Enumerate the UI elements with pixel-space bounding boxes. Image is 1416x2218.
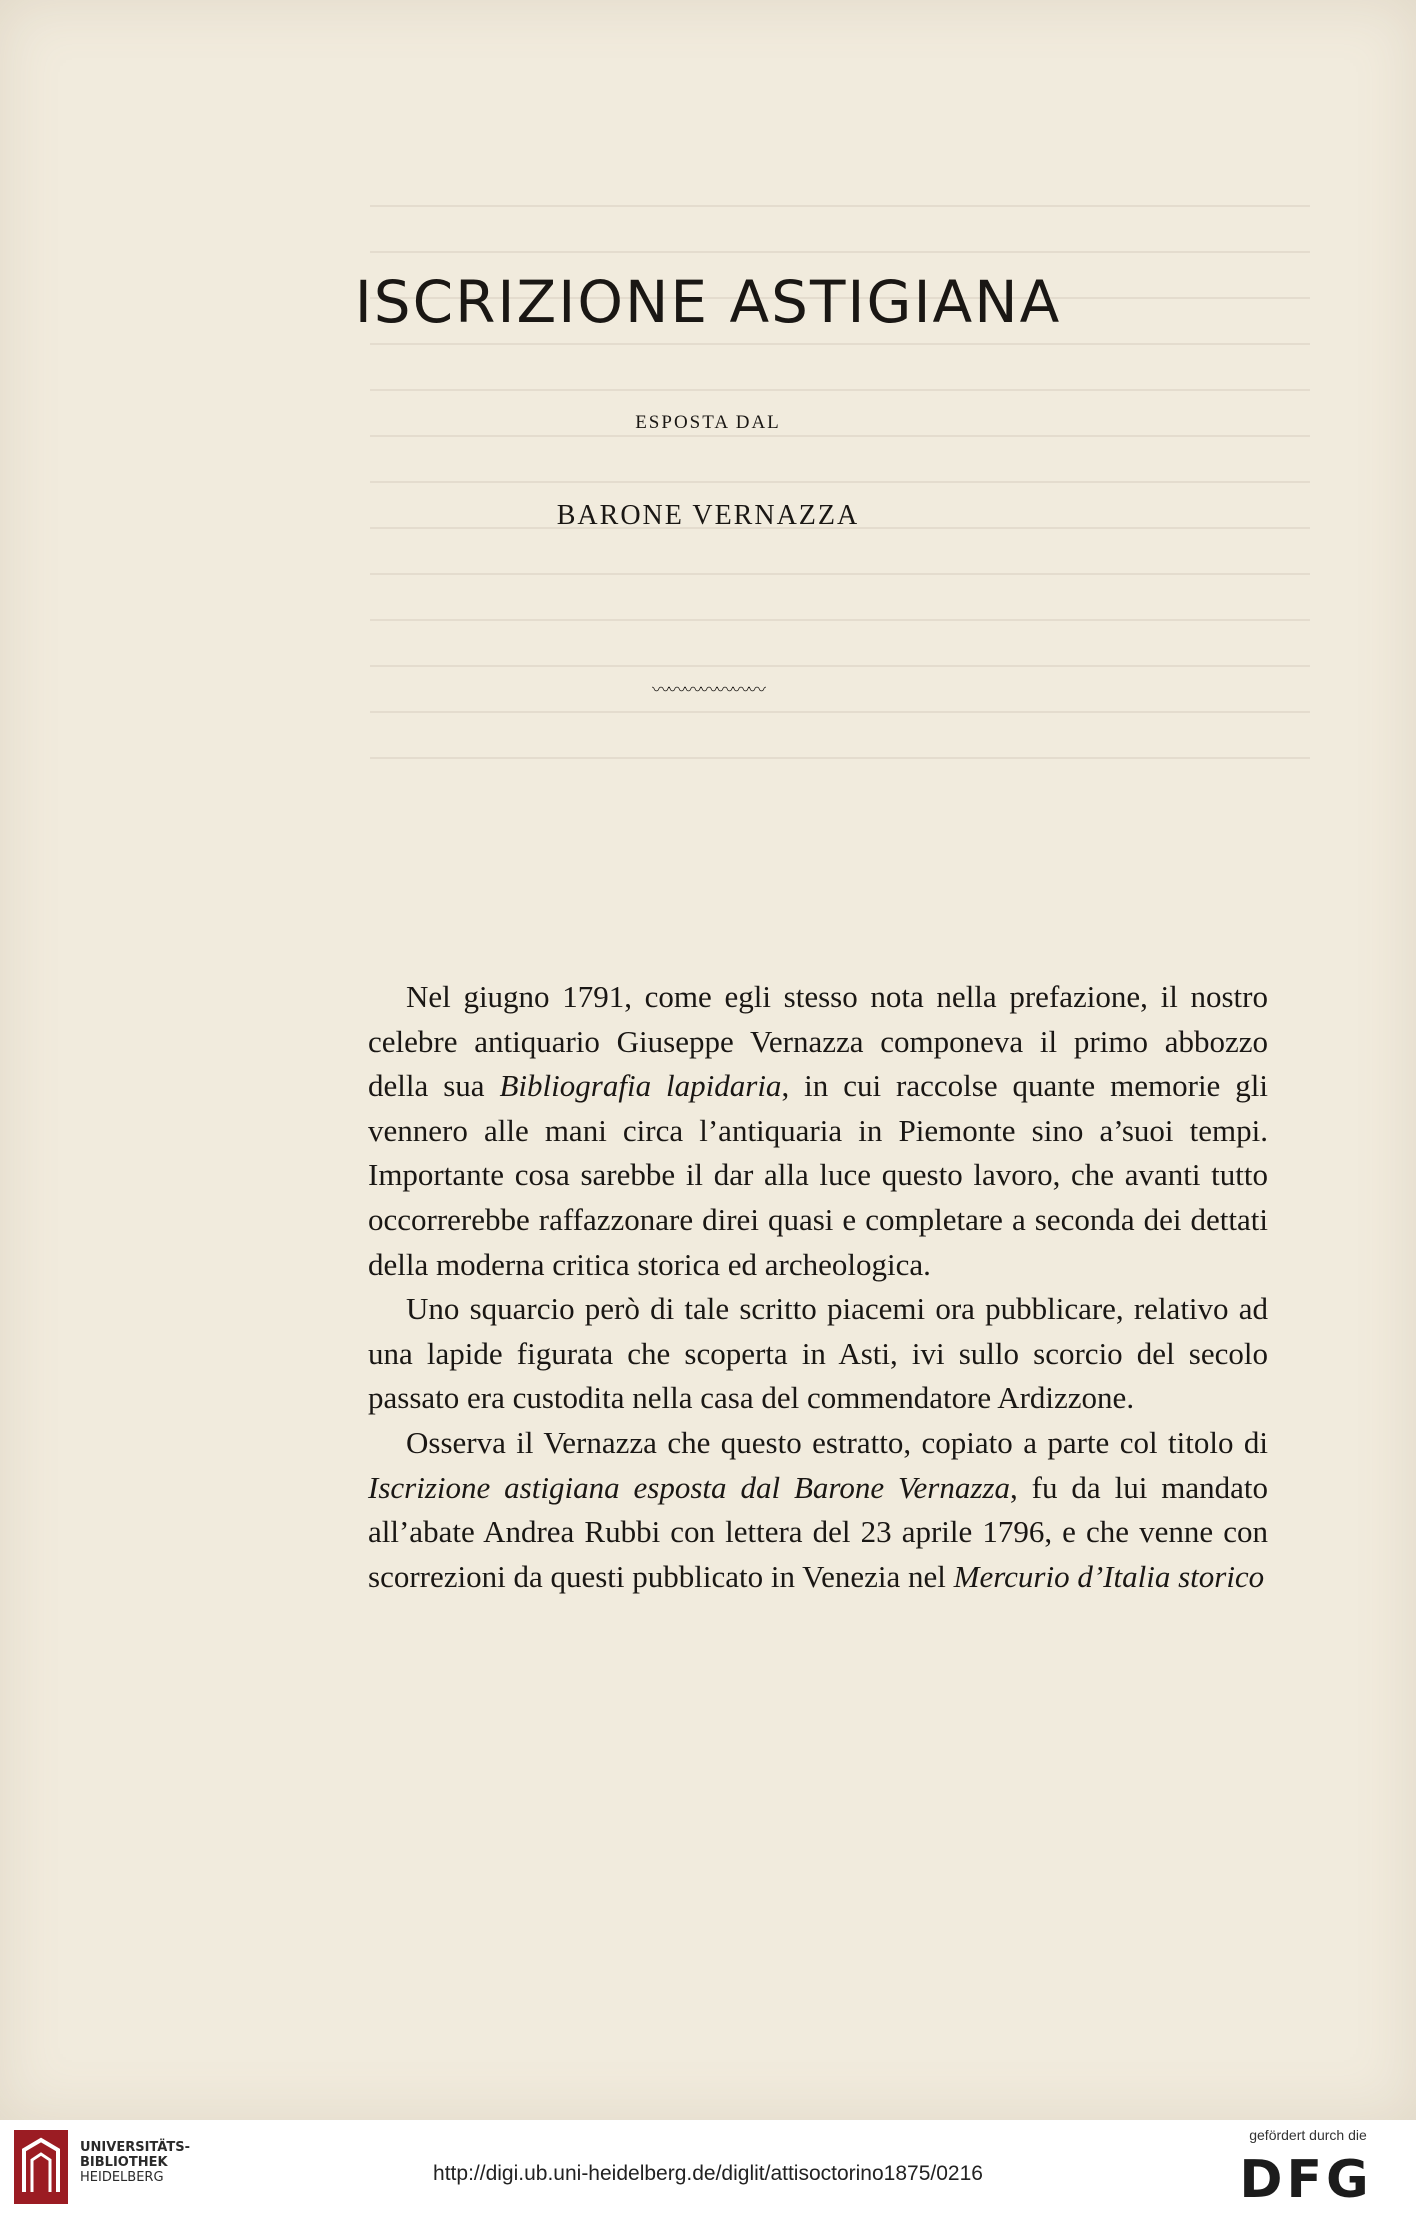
paragraph-text: Osserva il Vernazza che questo estratto, copiato a parte col titolo di (406, 1424, 1268, 1460)
paragraph-text: Nel giugno 1791, come egli stesso nota nella prefazione, il nostro celebre antiquario Giuseppe Vernazza componeva il primo abbozzo della sua (368, 979, 1268, 1104)
article-title: ISCRIZIONE ASTIGIANA (354, 268, 1062, 336)
funder-label: gefördert durch die (1249, 2127, 1367, 2143)
permalink-url[interactable]: http://digi.ub.uni-heidelberg.de/diglit/attisoctorino1875/0216 (433, 2162, 983, 2185)
library-name-line: UNIVERSITÄTS- (80, 2140, 190, 2155)
paragraph-3 (368, 1421, 1268, 1599)
paragraph-text: , in cui raccolse quante memorie gli vennero alle mani circa l’antiquaria in Piemonte sino a’suoi tempi. Importante cosa sarebbe il dar alla luce questo lavoro, che avanti tutto occorrerebbe raffazzonare direi quasi e completare a seconda dei dettati della moderna critica storica ed archeologica. (368, 1068, 1269, 1282)
paragraph-text: , fu da lui mandato all’abate Andrea Rubbi con lettera del 23 aprile 1796, e che venne con scorrezioni da questi pubblicato in Venezia nel (368, 1469, 1268, 1594)
title-ornament: 〰〰〰〰〰〰〰 (652, 680, 764, 701)
article-author: BARONE VERNAZZA (556, 500, 860, 531)
library-name-line: HEIDELBERG (80, 2170, 164, 2185)
paragraph-italic-text: Iscrizione astigiana esposta dal Barone Vernazza (368, 1469, 1010, 1505)
paragraph-italic-text: Mercurio d’Italia storico (953, 1558, 1265, 1594)
article-body (368, 975, 1268, 1599)
dfg-logo: DFG (1239, 2150, 1373, 2210)
article-subtitle: ESPOSTA DAL (635, 412, 781, 433)
paragraph-italic-text: Bibliografia lapidaria (499, 1068, 782, 1104)
paragraph-1 (368, 975, 1268, 1287)
paragraph-2 (368, 1287, 1268, 1421)
paragraph-text: Uno squarcio però di tale scritto piacemi ora pubblicare, relativo ad una lapide figurata che scoperta in Asti, ivi sullo scorcio del secolo passato era custodita nella casa del commendatore Ardizzone. (368, 1291, 1268, 1416)
library-name-line: BIBLIOTHEK (80, 2155, 168, 2170)
